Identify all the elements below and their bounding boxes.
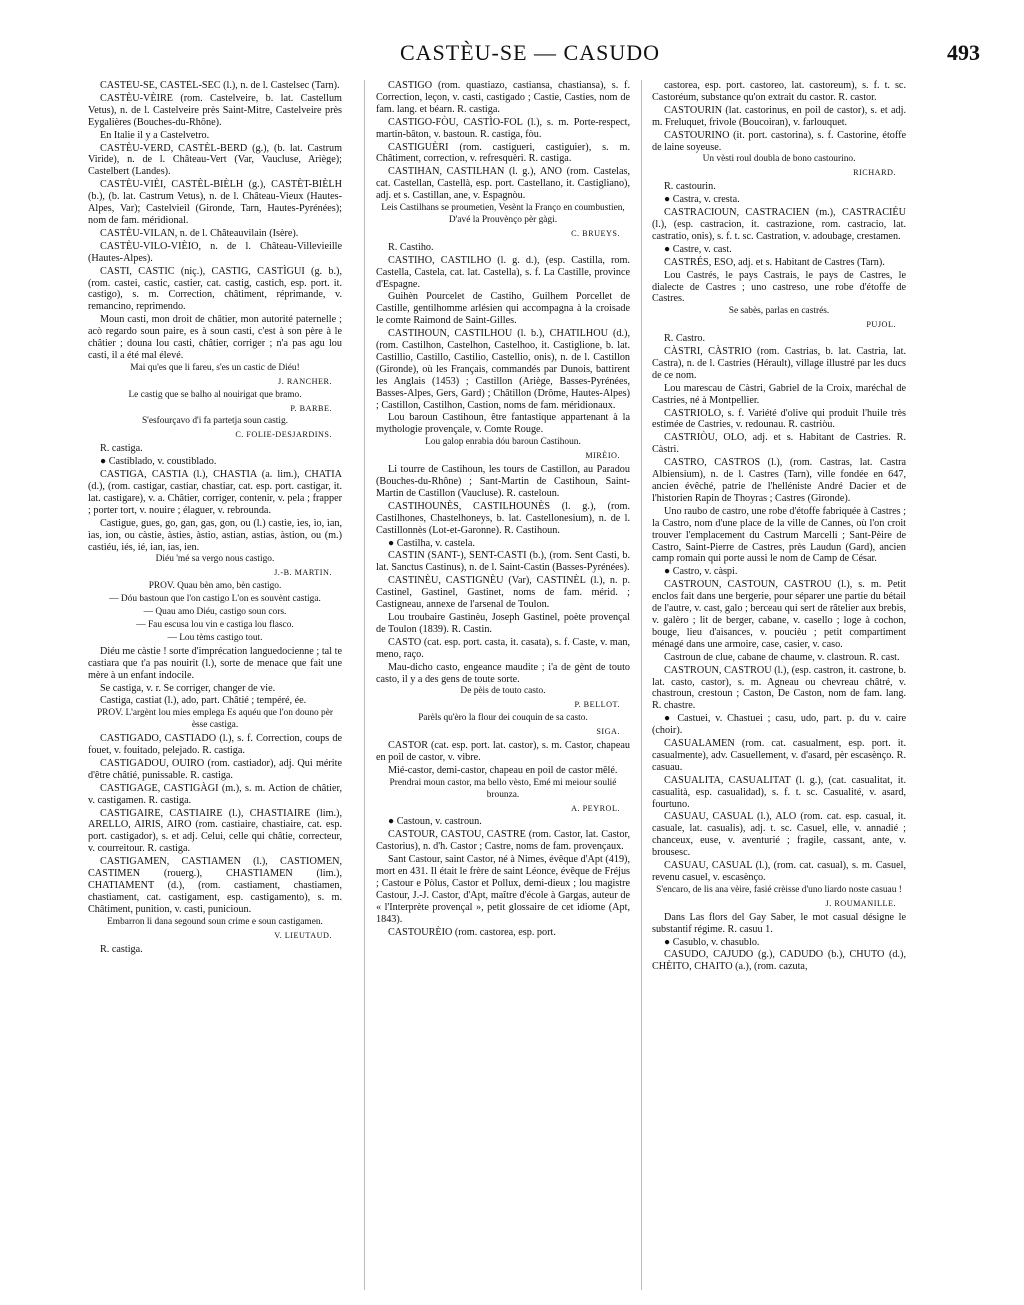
entry-paragraph: CASTIGAGE, CASTIGÀGI (m.), s. m. Action de châtier, v. castigamen. R. castiga. — [88, 782, 342, 806]
entry-paragraph: Mié-castor, demi-castor, chapeau en poil de castor mêlé. — [388, 764, 618, 776]
entry-paragraph: CASTOURÈIO (rom. castorea, esp. port. — [388, 926, 556, 938]
entry-paragraph: CASTO (cat. esp. port. casta, it. casata), s. f. Caste, v. man, meno, raço. — [376, 636, 630, 660]
entry-paragraph: CASTI, CASTIC (niç.), CASTIG, CASTÌGUI (g. b.), (rom. castei, castic, castier, cat. castig, castich, esp. port. it. castigo), s. m. Correction, châtiment, réprimande, v. remancino, reprimendo. — [88, 265, 342, 313]
running-head: CASTÈU-SE — CASUDO — [399, 40, 661, 65]
entry-paragraph: CASTIGUÈRI (rom. castigueri, castiguier), s. m. Châtiment, correction, v. refresquèri. R. castiga. — [376, 141, 630, 165]
entry-paragraph: ● Castra, v. cresta. — [664, 194, 740, 206]
entry-paragraph: CASTÈU-VILO-VIÈIO, n. de l. Château-Villevieille (Hautes-Alpes). — [88, 240, 342, 264]
entry-paragraph: CASTIHO, CASTILHO (l. g. d.), (esp. Castilla, rom. Castella, Castela, cat. lat. Castella), s. f. La Castille, province d'Espagne. — [376, 254, 630, 290]
quotation-attribution: PUJOL. — [866, 320, 896, 330]
column-1 — [88, 80, 342, 1295]
entry-paragraph: CASTIGADOU, OUIRO (rom. castiador), adj. Qui mérite d'être châtié, punissable. R. castiga. — [88, 757, 342, 781]
entry-paragraph: ● Casublo, v. chasublo. — [664, 936, 760, 948]
quotation-attribution: J. RANCHER. — [278, 376, 332, 386]
entry-paragraph: CASTÈU-VÈIRE (rom. Castelveire, b. lat. Castellum Vetus), n. de l. Castelveire près Saint-Mitre, Castelveire près Eygalières (Bouches-du-Rhône). — [88, 92, 342, 128]
quotation: Lou galop enrabia dóu baroun Castihoun. — [425, 437, 581, 448]
entry-paragraph: R. castourin. — [664, 181, 716, 193]
column-divider — [641, 80, 642, 1290]
quotation: Mai qu'es que li fareu, s'es un castic de Diéu! — [130, 362, 300, 373]
entry-paragraph: CASTIHOUN, CASTILHOU (l. b.), CHATILHOU (d.), (rom. Castilhon, Castelhon, Castelhoo, it. Castiglione, b. lat. Castillio, Castillo, Castilio, Castellio, onis), n. de l. Castillon (Gironde), où les Français, commandés par Dunois, battirent les Anglais (1453) ; Castillon (Ariège, Basses-Pyrénées, Basses-Alpes, Gers, Gard) ; Châtillon (Drôme, Hautes-Alpes) ; Castillon, Castilhon, Castion, noms de fam. méridionaux. — [376, 328, 630, 411]
quotation-attribution: J.-B. MARTIN. — [274, 568, 332, 578]
entry-paragraph: Castiga, castiat (l.), ado, part. Châtié ; tempéré, ée. — [100, 695, 307, 707]
entry-paragraph: Li tourre de Castihoun, les tours de Castillon, au Paradou (Bouches-du-Rhône) ; Sant-Martin de Castihoun, Saint-Martin de Castillon (Vaucluse). R. casteloun. — [376, 464, 630, 499]
entry-paragraph: Lou Castrés, le pays Castrais, le pays de Castres, le dialecte de Castres ; uno castreso, une robe d'étoffe de Castres. — [652, 269, 906, 305]
entry-paragraph: Se castiga, v. r. Se corriger, changer de vie. — [100, 682, 276, 694]
page-number: 493 — [947, 40, 980, 65]
entry-paragraph: R. castiga. — [100, 443, 143, 455]
quotation: — Fau escusa lou vin e castiga lou flasco. — [136, 619, 294, 630]
quotation-attribution: C. BRUEYS. — [571, 228, 620, 238]
entry-paragraph: ● Castilha, v. castela. — [388, 537, 475, 549]
entry-paragraph: CASTRÉS, ESO, adj. et s. Habitant de Castres (Tarn). — [664, 256, 885, 268]
quotation: Le castig que se balho al nouirigat que bramo. — [128, 389, 302, 400]
entry-paragraph: Mau-dicho casto, engeance maudite ; i'a de gènt de touto casto, il y a des gens de toute sorte. — [376, 661, 630, 685]
entry-paragraph: CASUDO, CAJUDO (g.), CADUDO (b.), CHUTO (d.), CHÈITO, CHAITO (a.), (rom. cazuta, — [652, 949, 906, 973]
quotation-attribution: SIGA. — [596, 727, 620, 737]
entry-paragraph: CASTÈU-VERD, CASTÈL-BERD (g.), (b. lat. Castrum Viride), n. de l. Château-Vert (Var, Vaucluse, Ariège); Castelbert (Landes). — [88, 142, 342, 178]
quotation: PROV. L'argènt lou mies emplega Es aquéu que l'on douno pèr èsse castiga. — [96, 708, 334, 731]
entry-paragraph: CASTÈU-VIÈI, CASTÈL-BIÈLH (g.), CASTÈT-BIÈLH (b.), (b. lat. Castrum Vetus), n. de l. Château-Vieux (Hautes-Alpes, Var); Castelvieil (Gironde, Tarn, Hautes-Pyrénées); nom de fam. méridional. — [88, 179, 342, 226]
entry-paragraph: CASTIGO (rom. quastiazo, castiansa, chastiansa), s. f. Correction, leçon, v. casti, castigado ; Castie, Casties, nom de fam. lang. et béarn. R. castiga. — [376, 80, 630, 115]
page-header — [80, 40, 980, 70]
entry-paragraph: ● Castuei, v. Chastuei ; casu, udo, part. p. du v. caire (choir). — [652, 713, 906, 737]
quotation: — Dóu bastoun que l'on castigo L'on es souvènt castiga. — [109, 594, 321, 605]
entry-paragraph: CASUAU, CASUAL (l.), (rom. cat. casual), s. m. Casuel, revenu casuel, v. escasènço. — [652, 860, 906, 883]
entry-paragraph: CÀSTRI, CÀSTRIO (rom. Castrias, b. lat. Castria, lat. Castra), n. de l. Castries (Hérault), village illustré par les ducs de ce nom. — [652, 346, 906, 381]
quotation-attribution: MIRÈIO. — [585, 451, 620, 461]
entry-paragraph: ● Castro, v. càspi. — [664, 566, 738, 578]
entry-paragraph: CASTOUR, CASTOU, CASTRE (rom. Castor, lat. Castor, Castorius), n. d'h. Castor ; Castre, noms de fam. provençaux. — [376, 829, 630, 853]
entry-paragraph: En Italie il y a Castelvetro. — [100, 129, 210, 141]
quotation-attribution: A. PEYROL. — [571, 803, 620, 813]
entry-paragraph: CASUALAMEN (rom. cat. casualment, esp. port. it. casualmente), adv. Casuellement, v. d'asard, pèr escasènço. R. casuau. — [652, 738, 906, 773]
quotation-attribution: RICHARD. — [853, 168, 896, 178]
entry-paragraph: CASUAU, CASUAL (l.), ALO (rom. cat. esp. casual, it. casuale, lat. casualis), adj. t. sc. Casuel, elle, v. annadié ; chanceux, euse, v. aventurié ; fragile, cassant, ante, v. brousesc. — [652, 811, 906, 859]
quotation-attribution: V. LIEUTAUD. — [274, 930, 332, 940]
entry-paragraph: CASTINÈU, CASTIGNÈU (Var), CASTINÈL (l.), n. p. Castinel, Gastinel, Gastinet, noms de fam. mérid. ; Castigneau, annexe de l'arsenal de Toulon. — [376, 575, 630, 611]
entry-paragraph: Lou troubaire Gastinèu, Joseph Gastinel, poète provençal de Toulon (1839). R. Castin. — [376, 611, 630, 635]
entry-paragraph: CASTRIOLO, s. f. Variété d'olive qui produit l'huile très estimée de Castries, v. redounau. R. castriòu. — [652, 407, 906, 431]
entry-paragraph: CASTRO, CASTROS (l.), (rom. Castras, lat. Castra Albiensium), n. de l. Castres (Tarn), ville fondée en 647, ancien évêché, patrie de l'helléniste André Dacier et de l'historien Rapin de Thoyras ; Castres (Gironde). — [652, 457, 906, 504]
entry-paragraph: CASTIGAMEN, CASTIAMEN (l.), CASTIOMEN, CASTIMEN (rouerg.), CHASTIAMEN (lim.), CHATIAMENT (d.), (rom. castiament, chastiamen, chastiament, cat. castigament, esp. castigamento), s. m. Châtiment, punition, v. casti, punicioun. — [88, 856, 342, 915]
quotation: Diéu 'mé sa vergo nous castigo. — [155, 554, 275, 565]
entry-paragraph: Castroun de clue, cabane de chaume, v. clastroun. R. cast. — [664, 651, 900, 663]
entry-paragraph: R. castiga. — [100, 943, 143, 955]
entry-paragraph: CASTRACIOUN, CASTRACIEN (m.), CASTRACIÉU (l.), (esp. castracion, it. castrazione, rom. castracio, lat. castratio, onis), s. f. t. sc. Castration, v. adoubage, crestamen. — [652, 207, 906, 242]
entry-paragraph: R. Castiho. — [388, 241, 434, 253]
entry-paragraph: CASTOURINO (it. port. castorina), s. f. Castorine, étoffe de laine soyeuse. — [652, 129, 906, 153]
quotation: PROV. Quau bèn amo, bèn castigo. — [148, 581, 282, 592]
quotation: S'encaro, de lis ana vèire, fasié crèisse d'uno liardo noste casuau ! — [656, 884, 902, 895]
entry-paragraph: CASTOURIN (lat. castorinus, en poil de castor), s. et adj. m. Freluquet, frivole (Boucoiran), v. farlouquet. — [652, 104, 906, 128]
entry-paragraph: CASTOR (cat. esp. port. lat. castor), s. m. Castor, chapeau en poil de castor, v. vibre. — [376, 740, 630, 763]
entry-paragraph: Castigue, gues, go, gan, gas, gon, ou (l.) castìe, ìes, ìo, ìan, ìas, ìon, ou càstie, àsties, àstio, astian, astias, àstion, ou (m.) castìéu, iés, ié, ian, ias, ien. — [88, 517, 342, 553]
entry-paragraph: Lou baroun Castihoun, être fantastique appartenant à la mythologie provençale, v. Comte Rouge. — [376, 412, 630, 436]
quotation: Parèls qu'èro la flour dei couquin de sa casto. — [418, 713, 588, 724]
quotation-attribution: P. BARBE. — [290, 403, 332, 413]
entry-paragraph: CASTROUN, CASTOUN, CASTROU (l.), s. m. Petit enclos fait dans une bergerie, pour séparer une partie du bétail de l'autre, v. cast, galo ; berceau qui sert de râtelier aux brebis, v. galèro ; lit de berger, cabane, v. casello ; loge à cochon, bouge, lieu d'aisances, v. poucièu ; petit compartiment ménagé dans une armoire, case, casier, v. caso. — [652, 579, 906, 650]
quotation: — Lou tèms castigo tout. — [167, 632, 263, 643]
entry-paragraph: Guihèn Pourcelet de Castiho, Guilhem Porcellet de Castille, gentilhomme arlésien qui accompagna à la croisade le comte Raimond de Saint-Gilles. — [376, 291, 630, 327]
quotation-attribution: P. BELLOT. — [574, 700, 620, 710]
entry-paragraph: CASTIGO-FÒU, CASTÌO-FOL (l.), s. m. Porte-respect, martin-bâton, v. bastoun. R. castiga, fòu. — [376, 116, 630, 140]
entry-paragraph: CASTIGA, CASTIA (l.), CHASTIA (a. lim.), CHATIA (d.), (rom. castigar, castiar, chastiar, cat. esp. port. castigar, it. lat. castigare), v. a. Châtier, corriger, contenir, v. pela ; frapper ; porter tort, v. nouire ; élaguer, v. rebrounda. — [88, 469, 342, 516]
entry-paragraph: Lou marescau de Càstri, Gabriel de la Croix, maréchal de Castries, né à Montpellier. — [652, 382, 906, 406]
entry-paragraph: ● Castoun, v. castroun. — [388, 816, 482, 828]
entry-paragraph: CASTROUN, CASTROU (l.), (esp. castron, it. castrone, b. lat. casto, castor), s. m. Agneau ou chevreau châtré, v. chastroun, crestoun ; Caston, De Caston, nom de fam. lang. R. chastre. — [652, 664, 906, 712]
entry-paragraph: CASTIHAN, CASTILHAN (l. g.), ANO (rom. Castelas, cat. Castellan, Castellà, esp. port. Castellano, it. Castigliano), adj. et s. Castillan, ane, v. Espagnòu. — [376, 166, 630, 202]
column-2 — [376, 80, 630, 1295]
entry-paragraph: castorea, esp. port. castoreo, lat. castoreum), s. f. t. sc. Castoréum, substance qu'on extrait du castor. R. castor. — [652, 80, 906, 103]
column-3 — [652, 80, 906, 1295]
quotation-attribution: C. FOLIE-DESJARDINS. — [235, 430, 332, 440]
quotation: Prendrai moun castor, ma bello vèsto, Emé mi meiour soulié brounza. — [389, 777, 617, 800]
entry-paragraph: CASTIGAIRE, CASTIAIRE (l.), CHASTIAIRE (lim.), ARELLO, AIRIS, AIRO (rom. castiaire, chastiaire, cat. esp. port. castigador), s. et adj. Celui, celle qui châtie, correcteur, v. courreitour. R. castiga. — [88, 807, 342, 855]
entry-paragraph: Dans Las flors del Gay Saber, le mot casual désigne le substantif régime. R. casuu 1. — [652, 911, 906, 935]
entry-paragraph: CASTÈU-SE, CASTÈL-SEC (l.), n. de l. Castelsec (Tarn). — [100, 80, 340, 91]
entry-paragraph: CASTIN (SANT-), SENT-CASTI (b.), (rom. Sent Casti, b. lat. Sanctus Castinus), n. de l. Saint-Castin (Basses-Pyrénées). — [376, 550, 630, 574]
quotation: De pèis de touto casto. — [460, 686, 546, 697]
quotation: Un vèsti roul doubla de bono castourino. — [702, 154, 856, 165]
entry-paragraph: CASTÈU-VILAN, n. de l. Châteauvilain (Isère). — [100, 227, 299, 239]
entry-paragraph: CASTRIÒU, OLO, adj. et s. Habitant de Castries. R. Càstri. — [652, 432, 906, 456]
quotation: — Quau amo Diéu, castigo soun cors. — [143, 607, 287, 618]
entry-paragraph: CASTIGADO, CASTIADO (l.), s. f. Correction, coups de fouet, v. fouitado, pelejado. R. castiga. — [88, 733, 342, 757]
entry-paragraph: Diéu me càstie ! sorte d'imprécation languedocienne ; tal te castiara que t'a pas nouirit (l.), sorte de menace que fait une mère à un enfant indocile. — [88, 645, 342, 681]
entry-paragraph: Uno raubo de castro, une robe d'étoffe fabriquée à Castres ; la Castro, nom d'une place de la ville de Cannes, où l'on croit trouver l'emplacement du Castrum Marcelli ; Sant-Pèire de Castro, Saint-Pierre de Castres, près Laudun (Gard), ancien camp romain qui porte aussi le nom de Camp de César. — [652, 505, 906, 565]
column-divider — [364, 80, 365, 1290]
entry-paragraph: R. Castro. — [664, 333, 706, 345]
quotation: Se sabès, parlas en castrés. — [728, 306, 830, 317]
entry-paragraph: Moun casti, mon droit de châtier, mon autorité paternelle ; acò regardo soun paire, es à soun casti, c'est à son père à le châtier ; douna lou casti, châtier, corriger ; n'a pas agu lou casti, il a été mal élevé. — [88, 314, 342, 361]
entry-paragraph: ● Castiblado, v. coustiblado. — [100, 456, 217, 468]
quotation: S'esfourçavo d'i fa partetja soun castig. — [141, 416, 289, 427]
entry-paragraph: ● Castre, v. cast. — [664, 243, 732, 255]
quotation: Leis Castilhans se proumetien, Vesènt la Franço en coumbustien, D'avé la Prouvènço pèr gàgi. — [381, 203, 625, 225]
entry-paragraph: CASTIHOUNÈS, CASTILHOUNÈS (l. g.), (rom. Castilhones, Chastelhoneys, b. lat. Castellonesium), n. de l. Castillonnès (Lot-et-Garonne). R. Castihoun. — [376, 500, 630, 536]
quotation: Embarron li dana segound soun crime e soun castigamen. — [107, 916, 323, 927]
entry-paragraph: Sant Castour, saint Castor, né à Nimes, évêque d'Apt (419), mort en 431. Il était le frère de saint Léonce, évêque de Fréjus ; Castour e Pòlus, Castor et Pollux, demi-dieux ; lou magistre Castour, J.-J. Castor, d'Apt, maître d'école à Gargas, auteur de « l'Interprète provençal », petit glossaire de cet idiome (Apt, 1843). — [376, 854, 630, 925]
quotation-attribution: J. ROUMANILLE. — [825, 898, 896, 908]
entry-paragraph: CASUALITA, CASUALITAT (l. g.), (cat. casualitat, it. casualità, esp. casualidad), s. f. t. sc. Casualité, v. asard, fourtuno. — [652, 774, 906, 810]
